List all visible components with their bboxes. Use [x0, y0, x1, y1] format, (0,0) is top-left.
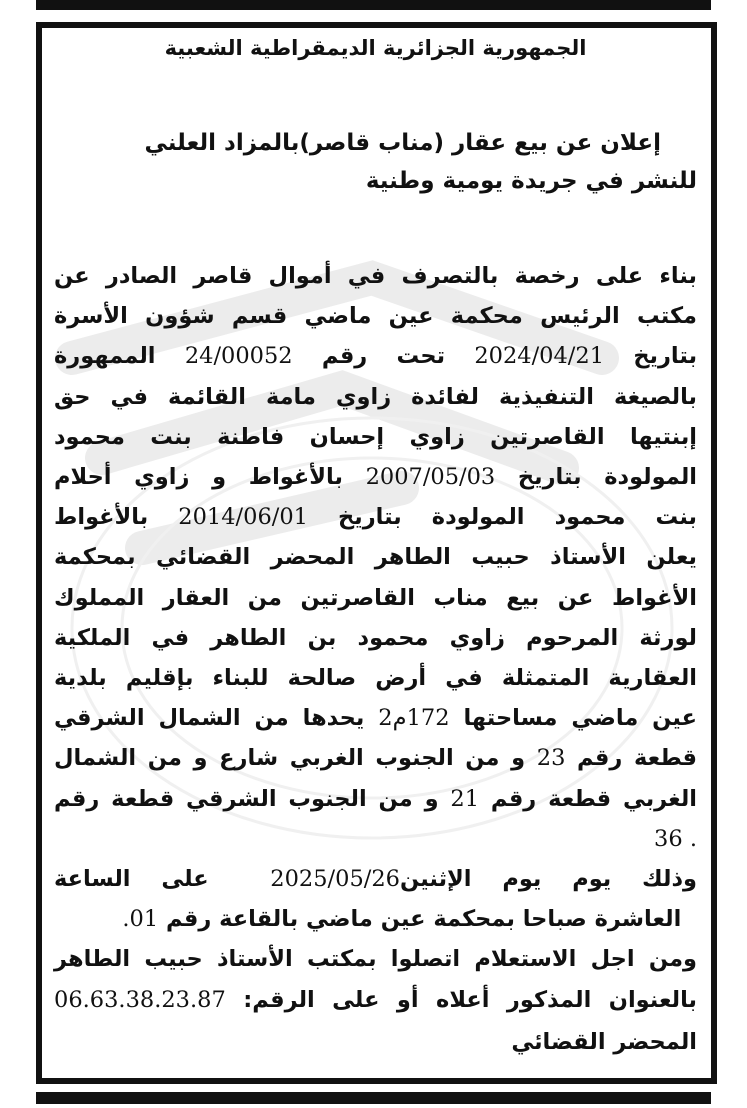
text: تحت رقم — [321, 343, 446, 370]
plot-number: 21 — [450, 785, 480, 812]
body-line — [54, 336, 697, 376]
body-line — [54, 497, 697, 537]
body-line — [54, 819, 697, 859]
body-line: مكتب الرئيس محكمة عين ماضي قسم شؤون الأسرة — [54, 303, 697, 330]
body-line — [54, 980, 697, 1020]
text: الغربي قطعة رقم — [490, 785, 698, 812]
decision-number: 24/00052 — [184, 343, 293, 370]
text: بتاريخ — [633, 343, 698, 370]
bottom-rule — [36, 1092, 711, 1104]
text: وذلك يوم يوم الإثنين — [399, 866, 697, 893]
top-rule — [36, 0, 711, 10]
signature: المحضر القضائي — [511, 1028, 697, 1055]
body-line — [54, 859, 697, 899]
body-line — [54, 738, 697, 778]
body-line — [54, 899, 697, 939]
body-line: بالصيغة التنفيذية لفائدة زاوي مامة القائمة في حق — [54, 383, 697, 410]
title-line-2: للنشر في جريدة يومية وطنية — [365, 168, 697, 194]
notice-title — [54, 124, 697, 200]
plot-number: 23 — [536, 745, 566, 772]
plot-number: . 36 — [654, 825, 697, 852]
body-line — [54, 698, 697, 738]
decision-date: 2024/04/21 — [474, 343, 605, 370]
body-line: لورثة المرحوم زاوي محمود بن الطاهر في الملكية — [54, 624, 697, 651]
birth-date-2: 2014/06/01 — [178, 504, 308, 531]
text: العاشرة صباحا بمحكمة عين ماضي بالقاعة رقم — [165, 906, 682, 933]
text: عين ماضي مساحتها — [463, 705, 697, 732]
notice-header: الجمهورية الجزائرية الديمقراطية الشعبية — [164, 36, 587, 60]
notice-content — [54, 34, 697, 1078]
body-line — [54, 779, 697, 819]
text: الممهورة — [54, 343, 156, 370]
body-line: ومن اجل الاستعلام اتصلوا بمكتب الأستاذ حبيب الطاهر — [54, 946, 697, 973]
text: بالأغواط و زاوي أحلام — [54, 464, 343, 491]
text: بنت محمود المولودة بتاريخ — [338, 504, 697, 531]
birth-date-1: 2007/05/03 — [365, 464, 496, 491]
text: بالأغواط — [54, 504, 149, 531]
text: و من الجنوب الشرقي قطعة رقم — [54, 785, 439, 812]
auction-date: 2025/05/26 — [270, 866, 400, 893]
text: على الساعة — [54, 866, 209, 893]
text: المولودة بتاريخ — [517, 464, 697, 491]
text: و من الجنوب الغربي شارع و من الشمال — [54, 745, 526, 772]
body-line: بناء على رخصة بالتصرف في أموال قاصر الصادر عن — [54, 263, 697, 289]
text: قطعة رقم — [577, 745, 697, 772]
text: بالعنوان المذكور أعلاه أو على الرقم: — [243, 986, 697, 1013]
body-line: العقارية المتمثلة في أرض صالحة للبناء بإقليم بلدية — [54, 665, 697, 692]
land-area: 172م2 — [378, 705, 450, 732]
hall-number: 01. — [122, 906, 159, 933]
phone-number: 06.63.38.23.87 — [54, 986, 226, 1013]
notice-frame — [36, 22, 717, 1084]
body-line — [54, 457, 697, 497]
notice-body — [54, 256, 697, 1020]
body-line: يعلن الأستاذ حبيب الطاهر المحضر القضائي بمحكمة — [54, 544, 697, 571]
body-line: الأغواط عن بيع مناب القاصرتين من العقار المملوك — [54, 584, 697, 611]
body-line: إبنتيها القاصرتين زاوي إحسان فاطنة بنت محمود — [54, 423, 697, 450]
title-line-1: إعلان عن بيع عقار (مناب قاصر)بالمزاد العلني — [144, 130, 661, 156]
text: يحدها من الشمال الشرقي — [54, 705, 365, 732]
